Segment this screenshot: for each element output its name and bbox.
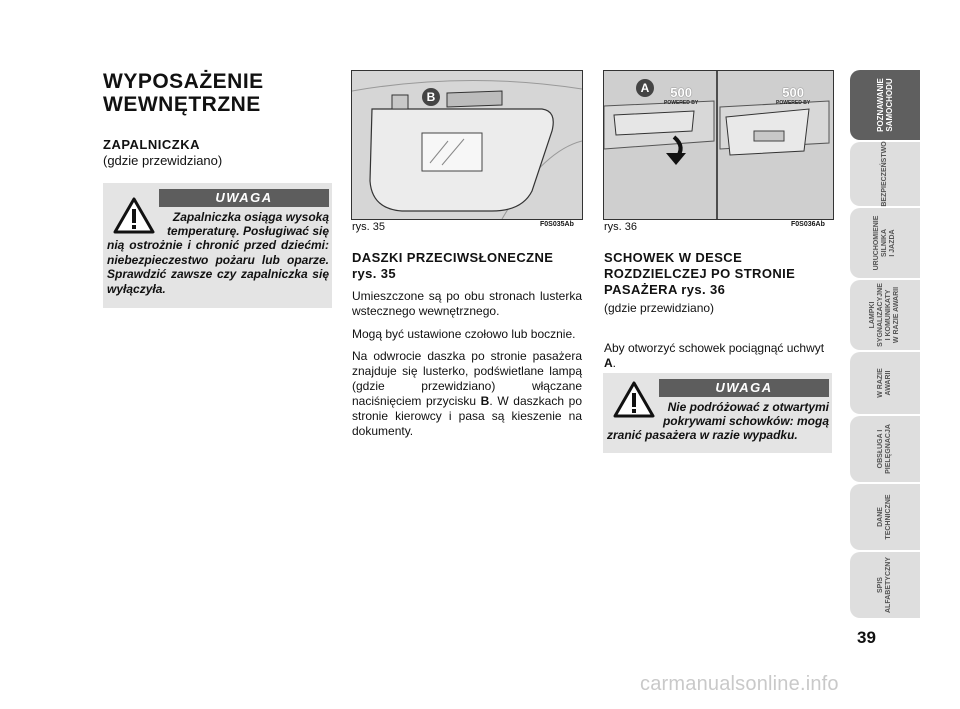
marker-a-label: A [640,81,650,95]
section-title [103,70,323,116]
lighter-heading: ZAPALNICZKA [103,137,200,152]
figure-36-glovebox [603,70,834,220]
visor-heading-line-1: DASZKI PRZECIWSŁONECZNE [352,250,554,265]
glovebox-badge-left [664,85,698,106]
warning-rest: nią ostrożnie i chronić przed dziećmi: niebezpieczestwo pożaru lub oparze. Sprawdzić zawsze czy zapalniczka się wyłączyła. [107,238,329,296]
figure-35-caption: rys. 35 [352,221,386,233]
warning-label: UWAGA [659,379,829,397]
tab-label: DANE TECHNICZNE [877,494,892,540]
warning-rest: zranić pasażera w razie wypadku. [607,428,798,442]
glovebox-badge-right [776,85,810,106]
tab-lampki-sygnalizacyjne[interactable] [850,280,920,350]
visor-para-2: Mogą być ustawione czołowo lub bocznie. [352,327,576,341]
figure-36-code: F0S036Ab [791,221,825,228]
marker-a-badge [636,79,654,97]
tab-label: URUCHOMIENIE SILNIKA I JAZDA [873,215,896,271]
tab-obsluga-pielegnacja[interactable] [850,416,920,482]
tab-uruchomienie-silnika[interactable] [850,208,920,278]
warning-triangle-icon [113,197,155,234]
warning-line-2: temperaturę. Posługiwać się [166,224,329,238]
tab-dane-techniczne[interactable] [850,484,920,550]
visor-para-1: Umieszczone są po obu stronach lusterka wstecznego wewnętrznego. [352,289,582,318]
marker-b-badge [422,88,440,106]
tab-label: SPIS ALFABETYCZNY [877,557,892,613]
visor-para-3-end: . W daszkach po stronie kierowcy i pasa są kieszenie na dokumenty. [352,394,582,438]
glovebox-heading-line-3: PASAŻERA rys. 36 [604,282,726,297]
glovebox-para-key: A [604,356,613,370]
glovebox-para [604,341,834,371]
tab-label: W RAZIE AWARII [877,368,892,398]
badge-500-right: 500 [782,85,804,100]
lighter-note: (gdzie przewidziano) [103,153,223,168]
visor-heading-line-2: rys. 35 [352,266,397,281]
glovebox-para-end: . [612,356,617,370]
marker-b-label: B [426,90,436,104]
watermark: carmanualsonline.info [640,673,839,695]
tab-w-razie-awarii[interactable] [850,352,920,414]
tab-spis-alfabetyczny[interactable] [850,552,920,618]
sun-visor-illustration [352,71,582,219]
page-number: 39 [857,628,876,647]
warning-triangle-icon [613,381,655,418]
figure-35-code: F0S035Ab [540,221,574,228]
warning-line-1: Nie podróżować z otwartymi [667,400,829,414]
visor-para-3-key: B [480,394,490,408]
warning-line-2: pokrywami schowków: mogą [662,414,829,428]
figure-35-sun-visor [351,70,583,220]
glovebox-note: (gdzie przewidziano) [604,301,715,315]
warning-line-1: Zapalniczka osiąga wysoką [172,210,329,224]
tab-label: LAMPKI SYGNALIZACYJNE I KOMUNIKATY W RAZIE AWARII [869,283,900,347]
glovebox-para-start: Aby otworzyć schowek pociągnąć uchwyt [604,341,825,355]
badge-sub-right: POWERED BY [776,100,811,106]
visor-heading [352,250,582,282]
figure-36-caption: rys. 36 [604,221,638,233]
tab-label: BEZPIECZEŃSTWO [881,141,888,207]
glovebox-heading [604,250,834,298]
badge-sub-left: POWERED BY [664,100,699,106]
badge-500-left: 500 [670,85,692,100]
glovebox-heading-line-2: ROZDZIELCZEJ PO STRONIE [604,266,796,281]
visor-para-3 [352,349,582,439]
lighter-warning-box [103,183,332,308]
tab-bezpieczenstwo[interactable] [850,142,920,206]
title-line-1: WYPOSAŻENIE [103,70,264,93]
tab-poznawanie-samochodu[interactable] [850,70,920,140]
warning-label: UWAGA [159,189,329,207]
tab-label: POZNAWANIE SAMOCHODU [876,78,894,132]
tab-label: OBSŁUGA I PIELĘGNACJA [877,424,892,474]
visor-para-3-start: Na odwrocie daszka po stronie pasażera znajduje się lusterko, podświetlane lampą (gdzie przewidziano) włączane naciśnięciem przycisku [352,349,582,408]
glovebox-heading-line-1: SCHOWEK W DESCE [604,250,743,265]
title-line-2: WEWNĘTRZNE [103,93,261,116]
glovebox-warning-box [603,373,832,453]
